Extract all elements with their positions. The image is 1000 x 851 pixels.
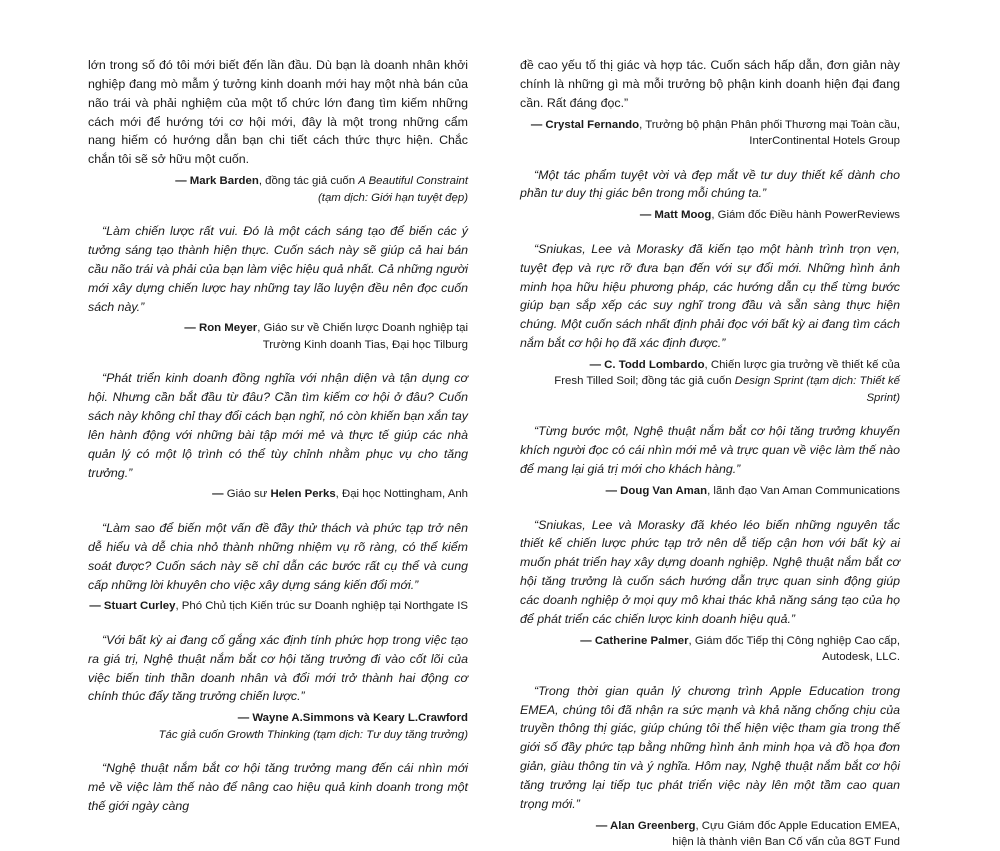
testimonial-attribution xyxy=(520,818,900,851)
testimonial-attribution xyxy=(88,320,468,353)
em-dash: — xyxy=(89,600,104,613)
testimonial-tail-paragraph xyxy=(88,759,468,816)
testimonial-todd-lombardo xyxy=(520,240,900,407)
attribution-secondline: Autodesk, LLC. xyxy=(822,651,900,664)
testimonial-helen-perks xyxy=(88,369,468,503)
attribution-role: , Giám đốc Điều hành PowerReviews xyxy=(711,209,900,222)
attribution-book-title: Growth Thinking xyxy=(226,728,310,741)
attribution-name: Mark Barden xyxy=(189,175,259,188)
em-dash: — xyxy=(237,712,253,725)
attribution-role: , Phó Chủ tịch Kiến trúc sư Doanh nghiệp tại Northgate IS xyxy=(175,600,468,613)
attribution-name: Alan Greenberg xyxy=(610,819,696,832)
attribution-secondline: InterContinental Hotels Group xyxy=(749,135,900,148)
right-column xyxy=(520,56,900,849)
testimonial-stuart-curley xyxy=(88,519,468,615)
attribution-book-title: Design Sprint xyxy=(734,375,804,388)
attribution-name: Crystal Fernando xyxy=(545,118,640,131)
attribution-role: , Giám đốc Tiếp thị Công nghiệp Cao cấp, xyxy=(688,634,900,647)
testimonial-attribution xyxy=(520,117,900,150)
testimonial-mark-barden xyxy=(88,56,468,206)
left-column xyxy=(88,56,469,814)
attribution-name: Stuart Curley xyxy=(103,600,176,613)
testimonial-attribution xyxy=(520,357,900,407)
testimonial-doug-van-aman xyxy=(520,422,900,499)
attribution-secondline-prefix: Tác giả cuốn xyxy=(158,728,227,741)
testimonial-text: “Sniukas, Lee và Morasky đã kiến tạo một hành trình trọn vẹn, tuyệt đẹp và rực rỡ đưa bạn đến với sự đổi mới. Những hình ảnh minh họa hữu hiệu phương pháp, các hướng dẫn cụ thể từng bước giúp bạn sắp xếp các suy nghĩ trong đầu và sẵn sàng thực hiện chúng. Một cuốn sách nhất định phải đọc với bất kỳ ai đang tìm cách nắm bắt cơ hội họ đã xác định được.” xyxy=(520,241,900,351)
testimonial-attribution xyxy=(88,486,468,503)
attribution-book-title: A Beautiful Constraint xyxy=(358,175,468,188)
testimonial-attribution xyxy=(88,173,468,206)
attribution-name: Helen Perks xyxy=(270,488,336,501)
testimonial-alan-greenberg xyxy=(520,682,900,851)
testimonial-attribution xyxy=(88,598,468,615)
attribution-name: Catherine Palmer xyxy=(594,634,689,647)
attribution-secondline-prefix: Fresh Tilled Soil; đồng tác giả cuốn xyxy=(554,375,735,388)
testimonial-text: đề cao yếu tố thị giác và hợp tác. Cuốn sách hấp dẫn, đơn giản này chính là những gì mà mỗi trưởng bộ phận kinh doanh hiện đại đang cần. Rất đáng đọc.” xyxy=(520,58,900,110)
testimonial-crystal-fernando xyxy=(520,56,900,150)
em-dash: — xyxy=(605,485,621,497)
testimonial-attribution xyxy=(520,483,900,500)
testimonial-catherine-palmer xyxy=(520,516,900,666)
em-dash: — xyxy=(184,322,199,335)
testimonial-text: “Trong thời gian quản lý chương trình Apple Education trong EMEA, chúng tôi đã nhận ra sức mạnh và khả năng chống chịu của truyền thông thị giác, giúp chúng tôi thể hiện việc tham gia trong thế giới số đầy phức tạp bằng những hình ảnh minh họa và đồ họa đơn giản, giàu thông tin và ý nghĩa. Hôm nay, Nghệ thuật nắm bắt cơ hội tăng trưởng lại tiếp tục phát triển việc này lên một tầm cao quan trọng mới.” xyxy=(520,683,900,811)
attribution-secondline-suffix: (tạm dịch: Thiết kế Sprint) xyxy=(803,375,900,404)
attribution-role: , lãnh đạo Van Aman Communications xyxy=(707,485,900,497)
attribution-name: Matt Moog xyxy=(654,209,712,222)
attribution-role: , Đại học Nottingham, Anh xyxy=(335,488,468,501)
attribution-secondline-suffix: (tạm dịch: Tư duy tăng trưởng) xyxy=(309,728,468,741)
attribution-role: , đồng tác giả cuốn xyxy=(258,175,359,188)
attribution-role: , Chiến lược gia trưởng về thiết kế của xyxy=(704,358,900,371)
em-dash: — xyxy=(530,118,546,131)
attribution-name: C. Todd Lombardo xyxy=(604,358,705,371)
two-column-layout xyxy=(88,56,922,849)
testimonial-text: “Một tác phẩm tuyệt vời và đẹp mắt về tư duy thiết kế dành cho phần tư duy thị giác bên trong mỗi chúng ta.” xyxy=(520,167,900,201)
testimonial-attribution xyxy=(520,633,900,666)
em-dash: — xyxy=(175,175,190,188)
attribution-name: Doug Van Aman xyxy=(620,485,708,497)
testimonial-text: “Làm chiến lược rất vui. Đó là một cách sáng tạo để biến các ý tưởng sáng tạo thành hiện thực. Cuốn sách này sẽ giúp cả hai bán cầu não trái và phải của bạn làm việc hiệu quả nhất. Cả những người mới xây dựng chiến lược hay những tay lão luyện đều nên đọc cuốn sách này.” xyxy=(88,224,469,314)
attribution-secondline: hiện là thành viên Ban Cố vấn của 8GT Fund xyxy=(672,836,900,849)
testimonial-text: “Làm sao để biến một vấn đề đầy thử thách và phức tạp trở nên dễ hiểu và dễ chia nhỏ thành những nhiệm vụ rõ ràng, có thể kiểm soát được? Cuốn sách này sẽ chỉ dẫn các bước rất cụ thể và cung cấp những lời khuyên cho việc xây dựng sáng kiến đổi mới.” xyxy=(88,521,468,592)
testimonial-attribution xyxy=(520,207,900,224)
testimonial-matt-moog xyxy=(520,166,900,224)
attribution-role: , Giáo sư về Chiến lược Doanh nghiệp tại xyxy=(257,322,468,335)
testimonial-text: “Phát triển kinh doanh đồng nghĩa với nhận diện và tận dụng cơ hội. Nhưng cần bắt đầu từ đâu? Cần tìm kiếm cơ hội ở đâu? Cuốn sách này không chỉ thay đổi cách bạn nghĩ, nó còn khiến bạn xắn tay lên hành động với những bài tập mới mẻ và thực tế giúp các nhà quản lý có một lộ trình có thể tùy chỉnh nhằm phục vụ cho tăng trưởng.” xyxy=(88,371,468,480)
attribution-name: Wayne A.Simmons và Keary L.Crawford xyxy=(252,712,468,725)
attribution-name: Ron Meyer xyxy=(198,322,258,335)
attribution-secondline: (tạm dịch: Giới hạn tuyệt đẹp) xyxy=(318,191,468,204)
testimonial-attribution xyxy=(88,710,468,743)
em-dash: — xyxy=(589,358,605,371)
testimonial-wayne-simmons xyxy=(88,631,468,743)
em-dash: — xyxy=(595,819,611,832)
testimonial-text: “Nghệ thuật nắm bắt cơ hội tăng trưởng mang đến cái nhìn mới mẻ về việc làm thế nào để nâng cao hiệu quả kinh doanh trong một thế giới ngày càng xyxy=(88,761,468,814)
em-dash: — xyxy=(580,634,595,647)
testimonial-text: “Với bất kỳ ai đang cố gắng xác định tính phức hợp trong việc tạo ra giá trị, Nghệ thuật nắm bắt cơ hội tăng trưởng đi vào cốt lõi của việc biến tinh thần doanh nhân và đổi mới trở thành hai động cơ chính thúc đẩy tăng trưởng chiến lược.” xyxy=(88,632,468,704)
attribution-role: , Cựu Giám đốc Apple Education EMEA, xyxy=(695,819,900,832)
em-dash: — xyxy=(639,209,655,222)
testimonial-text: lớn trong số đó tôi mới biết đến lần đầu. Dù bạn là doanh nhân khởi nghiệp đang mò mẫm ý tưởng kinh doanh mới hay một nhà bán của não trái và phải nghiệm của một tổ chức lớn đang tìm kiếm những cách mới để hướng tới cơ hội mới, đây là một trong những cẩm nang hiếm có hướng dẫn bạn chi tiết cách thức thực hiện. Chắc chắn tôi sẽ sở hữu một cuốn. xyxy=(88,58,468,167)
em-dash: — xyxy=(212,488,227,501)
testimonial-ron-meyer xyxy=(88,222,468,353)
testimonial-text: “Từng bước một, Nghệ thuật nắm bắt cơ hội tăng trưởng khuyến khích người đọc có cái nhìn mới mẻ và trực quan về việc làm thế nào để mang lại giá trị mới cho khách hàng.” xyxy=(520,424,900,477)
attribution-role: , Trưởng bộ phận Phân phối Thương mại Toàn cầu, xyxy=(639,118,900,131)
attribution-secondline: Trường Kinh doanh Tias, Đại học Tilburg xyxy=(262,338,468,351)
attribution-prefix: Giáo sư xyxy=(226,488,271,501)
testimonial-text: “Sniukas, Lee và Morasky đã khéo léo biến những nguyên tắc thiết kế chiến lược phức tạp trở nên dễ tiếp cận hơn với bất kỳ ai muốn phát triển hay xây dựng doanh nghiệp. Nghệ thuật nắm bắt cơ hội tăng trưởng là cuốn sách hướng dẫn trực quan sinh động giúp các doanh nghiệp ở mọi quy mô khai thác khả năng sáng tạo của họ để phát triển các chiến lược kinh doanh hiệu quả.” xyxy=(520,517,900,626)
